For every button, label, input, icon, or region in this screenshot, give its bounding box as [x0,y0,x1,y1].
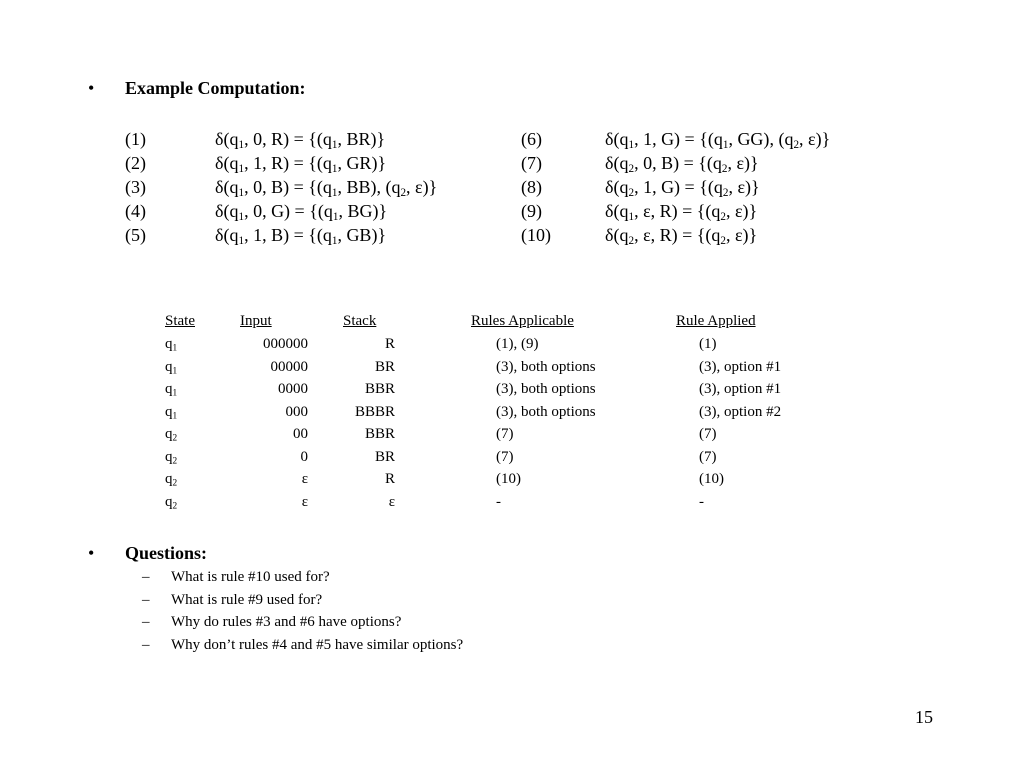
cell-rule-applied: (7) [699,426,717,442]
state-symbol: $q_1$ [322,225,338,247]
state-subscript: 2 [172,500,178,511]
state-symbol: $q_2$ [619,225,635,247]
state-subscript: 1 [628,138,635,151]
dash-bullet: – [142,591,150,608]
rule-number: (10) [521,225,551,245]
header-rules-applicable: Rules Applicable [471,313,574,329]
rule-number: (8) [521,177,542,197]
cell-rules-applicable: (3), both options [496,381,596,397]
rule-number: (3) [125,177,146,197]
cell-state [165,471,177,488]
cell-rule-applied: (3), option #2 [699,403,782,420]
cell-state [165,359,177,376]
state-symbol: $q_2$ [165,426,178,444]
transition-rule: $\delta(q_1$, 1, $B) = \{(q_1$, GB)} [215,225,387,247]
section-heading-questions: Questions: [125,543,208,563]
cell-input: 000 [285,403,308,420]
rule-number: (9) [521,201,542,221]
state-subscript: 2 [172,478,178,489]
state-symbol: $q_1$ [165,403,178,421]
state-symbol: $q_2$ [619,153,635,175]
state-subscript: 2 [628,186,635,199]
state-subscript: 1 [332,210,339,223]
bullet: • [88,78,95,98]
state-symbol: $q_1$ [323,201,339,223]
cell-stack: ε [388,493,395,510]
state-subscript: 1 [172,410,178,421]
cell-stack: BBR [364,426,395,442]
state-symbol: $q_1$ [165,358,178,376]
cell-input: 00000 [270,358,308,375]
header-rule-applied: Rule Applied [676,313,756,329]
state-subscript: 2 [172,455,178,466]
cell-rules-applicable: (3), both options [496,358,596,375]
state-subscript: 2 [722,186,729,199]
cell-state [165,404,177,421]
transition-rule: $\delta(q_1$, 1, $R) = \{(q_1$, GR)} [215,153,387,175]
rule-number: (1) [125,129,146,149]
cell-rule-applied: (3), option #1 [699,381,782,397]
state-subscript: 2 [400,186,407,199]
state-subscript: 1 [172,388,178,399]
cell-state [165,336,177,353]
state-symbol: $q_2$ [391,177,407,199]
cell-rules-applicable: (7) [496,426,514,442]
cell-rule-applied: - [699,493,704,510]
cell-stack: BR [374,448,395,465]
state-subscript: 1 [172,343,178,354]
state-symbol: $q_1$ [322,129,338,151]
transition-rule: $\delta(q_2$, ε, $R) = \{(q_2$, ε)} [605,225,758,247]
state-subscript: 1 [331,234,338,247]
rule-number: (5) [125,225,146,245]
cell-state [165,494,177,511]
cell-rule-applied: (3), option #1 [699,358,782,375]
state-symbol: $q_1$ [229,153,245,175]
cell-stack: R [384,336,395,352]
state-subscript: 1 [331,162,338,175]
state-symbol: $q_2$ [713,177,729,199]
state-symbol: $q_1$ [322,177,338,199]
state-symbol: $q_1$ [713,129,729,151]
cell-input: 00 [293,426,308,442]
transition-rule: $\delta(q_1$, 0, $R) = \{(q_1$, BR)} [215,129,386,151]
question-item: Why don’t rules #4 and #5 have similar options? [171,636,464,653]
state-symbol: $q_2$ [165,448,178,466]
state-symbol: $q_1$ [165,336,178,354]
cell-state [165,426,177,443]
cell-input: ε [301,493,308,510]
state-symbol: $q_1$ [229,201,245,223]
state-subscript: 1 [331,186,338,199]
state-symbol: $q_1$ [619,129,635,151]
transition-rule: $\delta(q_1$, ε, $R) = \{(q_2$, ε)} [605,201,758,223]
cell-rules-applicable: (3), both options [496,403,596,420]
bullet: • [88,543,95,563]
state-subscript: 1 [331,138,338,151]
state-subscript: 1 [172,365,178,376]
rule-number: (4) [125,201,146,221]
dash-bullet: – [142,569,150,585]
state-subscript: 1 [238,186,245,199]
state-symbol: $q_2$ [784,129,800,151]
transition-rule: $\delta(q_1$, 0, $G) = \{(q_1$, BG)} [215,201,388,223]
cell-rules-applicable: (7) [496,448,514,465]
state-subscript: 1 [628,210,635,223]
rule-number: (6) [521,129,542,149]
transition-rule: $\delta(q_1$, 1, $G) = \{(q_1$, GG), ($q_2$, ε)} [605,129,831,151]
state-symbol: $q_2$ [165,471,178,489]
cell-input: 0000 [278,381,308,397]
state-subscript: 2 [793,138,800,151]
cell-input: ε [301,471,308,487]
cell-rule-applied: (7) [699,448,717,465]
question-item: What is rule #10 used for? [171,569,330,585]
state-subscript: 2 [720,234,726,247]
cell-rules-applicable: (1), (9) [496,336,539,352]
state-symbol: $q_1$ [322,153,338,175]
state-symbol: $q_2$ [712,153,728,175]
state-symbol: $q_1$ [165,381,178,399]
state-subscript: 2 [628,234,635,247]
state-subscript: 1 [238,162,245,175]
cell-stack: R [384,471,395,487]
section-heading-example: Example Computation: [125,78,306,98]
cell-rule-applied: (10) [699,471,724,487]
page-number: 15 [915,707,933,727]
state-symbol: $q_1$ [229,225,245,247]
state-subscript: 1 [238,234,245,247]
state-symbol: $q_1$ [619,201,635,223]
state-symbol: $q_1$ [229,129,245,151]
cell-rules-applicable: (10) [496,471,521,487]
header-input: Input [240,313,272,329]
cell-stack: BBBR [354,403,395,420]
rule-number: (2) [125,153,146,173]
state-subscript: 2 [720,210,726,223]
dash-bullet: – [142,614,150,630]
state-symbol: $q_2$ [165,493,178,511]
transition-rule: $\delta(q_2$, 0, $B) = \{(q_2$, ε)} [605,153,759,175]
transition-rule: $\delta(q_1$, 0, $B) = \{(q_1$, BB), ($q_2$, ε)} [215,177,438,199]
header-stack: Stack [343,313,377,329]
state-subscript: 2 [172,433,178,444]
state-symbol: $q_1$ [229,177,245,199]
state-symbol: $q_2$ [711,201,726,223]
state-symbol: $q_2$ [711,225,726,247]
question-item: Why do rules #3 and #6 have options? [171,614,402,630]
rule-number: (7) [521,153,542,173]
cell-stack: BR [374,358,395,375]
state-subscript: 2 [628,162,635,175]
state-subscript: 1 [238,210,245,223]
header-state: State [165,313,195,329]
cell-input: 000000 [263,336,308,352]
cell-state [165,381,177,398]
cell-state [165,449,177,466]
cell-rules-applicable: - [496,493,501,510]
state-subscript: 1 [722,138,729,151]
transition-rule: $\delta(q_2$, 1, $G) = \{(q_2$, ε)} [605,177,760,199]
cell-rule-applied: (1) [699,336,717,352]
state-symbol: $q_2$ [619,177,635,199]
state-subscript: 2 [721,162,728,175]
state-subscript: 1 [238,138,245,151]
cell-stack: BBR [364,381,395,397]
question-item: What is rule #9 used for? [171,591,323,608]
dash-bullet: – [142,636,150,653]
cell-input: 0 [300,448,308,465]
